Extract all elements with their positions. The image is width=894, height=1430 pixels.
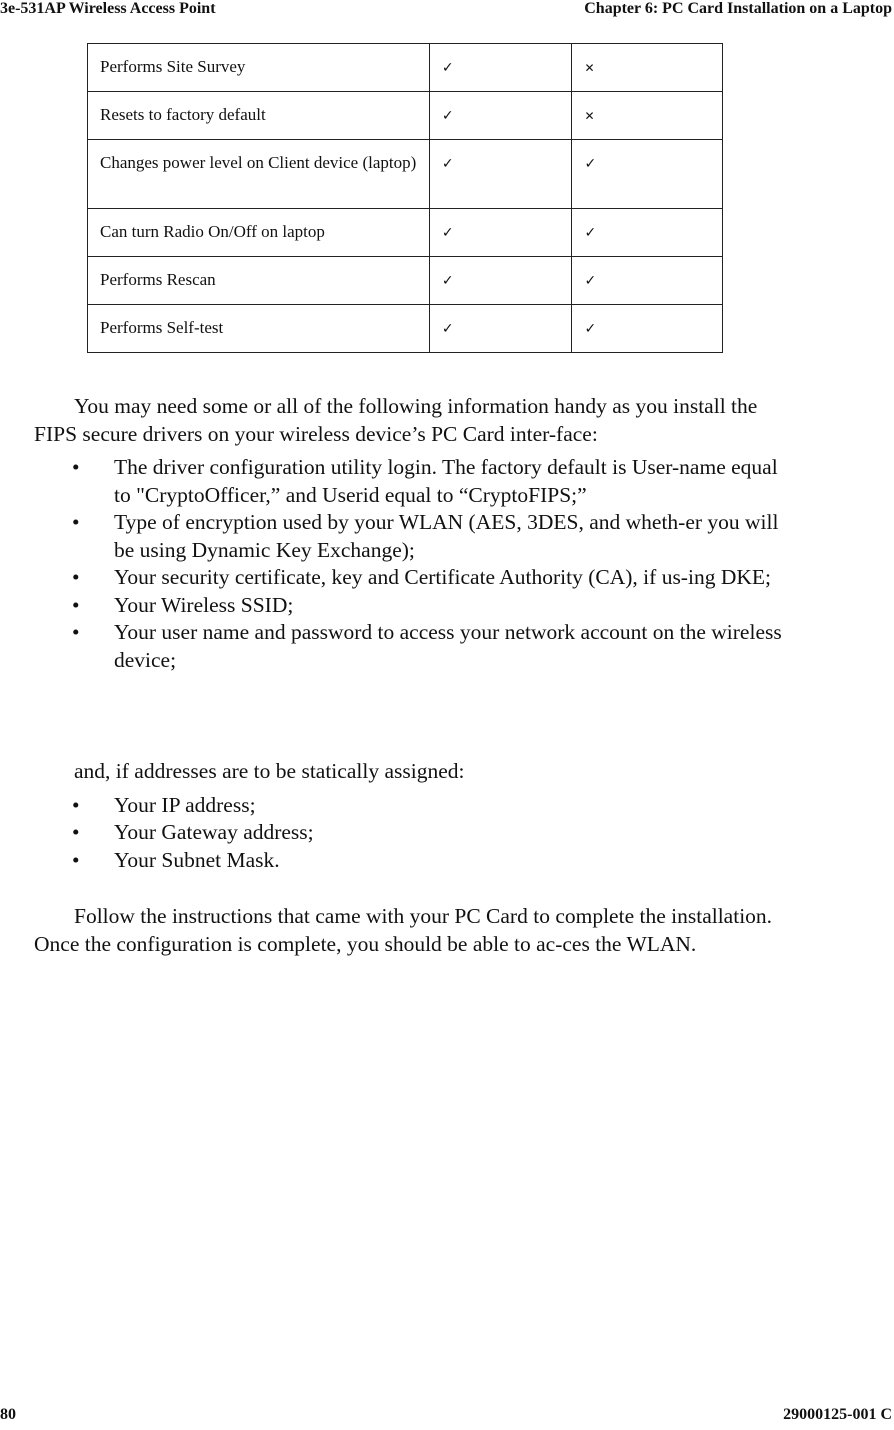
document-id: 29000125-001 C: [783, 1406, 892, 1423]
bullet-icon: •: [72, 592, 80, 617]
static-address-list: [34, 792, 794, 875]
check-icon: ✓: [584, 156, 597, 172]
table-row: [88, 209, 723, 257]
intro-paragraph: You may need some or all of the following information handy as you install the FIPS secure drivers on your wireless device’s PC Card inter-face:: [34, 394, 758, 446]
bullet-icon: •: [72, 565, 80, 589]
table-row: [88, 257, 723, 305]
check-icon: ✓: [441, 273, 454, 289]
check-icon: ✓: [441, 225, 454, 241]
feature-cell: Changes power level on Client device (laptop): [88, 140, 430, 209]
bullet-icon: •: [72, 510, 80, 534]
bullet-icon: •: [72, 847, 80, 872]
page-header: [0, 0, 894, 22]
feature-comparison-table: [87, 43, 723, 353]
check-icon: ✓: [584, 273, 597, 289]
check-icon: ✓: [441, 60, 454, 76]
list-item: • Your Wireless SSID;: [34, 592, 794, 620]
cross-icon: ✕: [584, 109, 595, 123]
feature-cell: Performs Self-test: [88, 305, 430, 353]
list-item: • Your Gateway address;: [34, 819, 794, 847]
list-item: • Your security certificate, key and Certificate Authority (CA), if us-ing DKE;: [34, 564, 794, 592]
bullet-icon: •: [72, 620, 80, 644]
table-row: [88, 305, 723, 353]
required-info-list: [34, 454, 794, 674]
list-item: • Type of encryption used by your WLAN (AES, 3DES, and wheth-er you will be using Dynamic Key Exchange);: [72, 510, 779, 562]
check-icon: ✓: [584, 321, 597, 337]
feature-cell: Resets to factory default: [88, 92, 430, 140]
table-row: [88, 44, 723, 92]
check-icon: ✓: [584, 225, 597, 241]
document-title: 3e-531AP Wireless Access Point: [0, 0, 216, 17]
bullet-icon: •: [72, 455, 80, 479]
list-item: • Your IP address;: [34, 792, 794, 820]
closing-section: [34, 903, 794, 958]
chapter-title: Chapter 6: PC Card Installation on a Laptop: [584, 0, 892, 17]
static-address-section: [34, 758, 794, 874]
table-row: [88, 92, 723, 140]
table-row: [88, 140, 723, 209]
static-intro: and, if addresses are to be statically assigned:: [74, 759, 465, 783]
check-icon: ✓: [441, 156, 454, 172]
closing-paragraph: Follow the instructions that came with your PC Card to complete the installation. Once the configuration is complete, you should be able to ac-ces the WLAN.: [34, 904, 773, 956]
list-item: • The driver configuration utility login. The factory default is User-name equal to "CryptoOfficer,” and Userid equal to “CryptoFIPS;”: [72, 455, 778, 507]
list-item: • Your user name and password to access your network account on the wireless device;: [72, 620, 782, 672]
feature-cell: Performs Site Survey: [88, 44, 430, 92]
list-item: • Your Subnet Mask.: [34, 847, 794, 875]
check-icon: ✓: [441, 108, 454, 124]
page-number: 80: [0, 1406, 16, 1423]
feature-cell: Can turn Radio On/Off on laptop: [88, 209, 430, 257]
feature-cell: Performs Rescan: [88, 257, 430, 305]
bullet-icon: •: [72, 820, 80, 844]
cross-icon: ✕: [584, 61, 595, 75]
check-icon: ✓: [441, 321, 454, 337]
body-content: [34, 393, 794, 674]
bullet-icon: •: [72, 792, 80, 817]
